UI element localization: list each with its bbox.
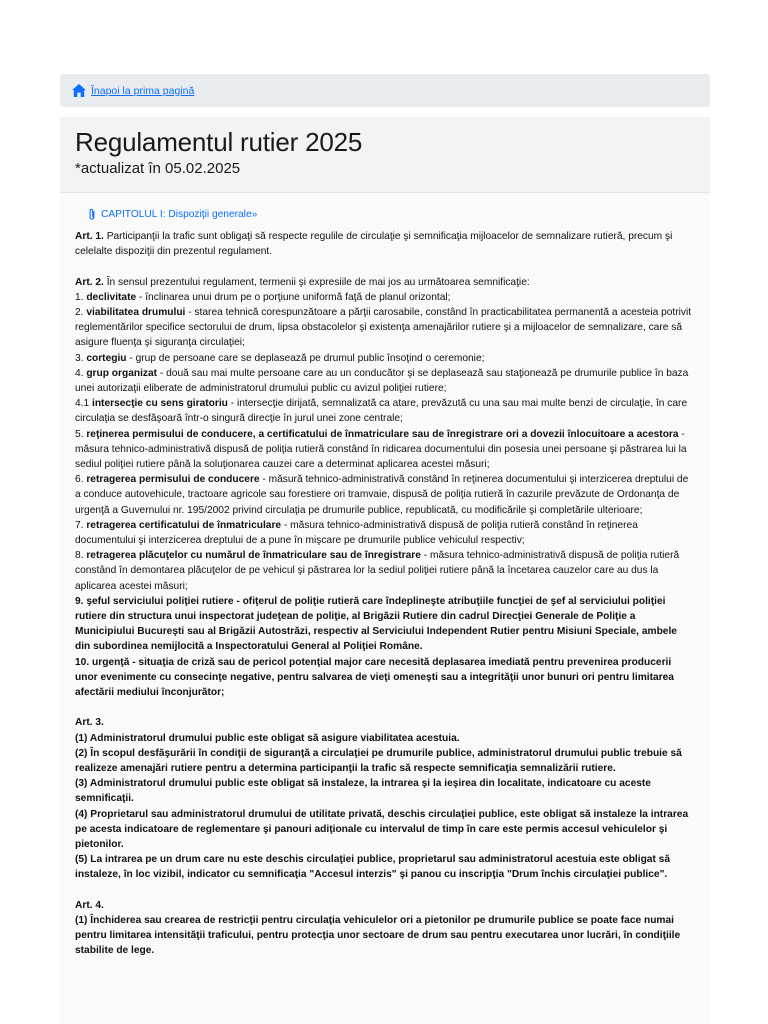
page-title: Regulamentul rutier 2025 <box>75 127 363 157</box>
home-icon[interactable] <box>72 84 86 97</box>
definition-item: 5. reţinerea permisului de conducere, a certificatului de înmatriculare sau de înregistrare ori a dovezii înlocuitoare a acestora - măsura tehnico-administrativă dispusă de poliţia rutieră constând în ridicarea documentului din posesia unei persoane şi păstrarea lui la sediul poliţiei rutiere până la soluţionarea cauzei care a determinat aplicarea acestei măsuri; <box>75 428 687 471</box>
article-3-paragraph: (2) În scopul desfăşurării în condiţii de siguranţă a circulaţiei pe drumurile publice, administratorul drumului public trebuie să realizeze amenajări rutiere pentru a determina participanţii la trafic să respecte semnificaţia semnalizării rutiere. <box>75 747 682 774</box>
article-1-label: Art. 1. <box>75 231 104 243</box>
definition-item: 4.1 intersecţie cu sens giratoriu - intersecţie dirijată, semnalizată ca atare, prevăzută cu una sau mai multe benzi de circulaţie, în care circulaţia se desfăşoară într-o singură direcţie în jurul unei zone centrale; <box>75 398 688 425</box>
page-subtitle: *actualizat în 05.02.2025 <box>75 160 241 177</box>
regulation-content <box>60 193 710 1024</box>
article-1-text: Participanţii la trafic sunt obligaţi să respecte regulile de circulaţie şi semnificaţia mijloacelor de semnalizare rutieră, precum şi celelalte dispoziţii din prezentul regulament. <box>75 231 673 258</box>
definition-item: 7. retragerea certificatului de înmatriculare - măsura tehnico-administrativă dispusă de poliţia rutieră constând în reţinerea documentului şi interzicerea dreptului de a pune în mişcare pe drumurile publice vehiculul respectiv; <box>75 519 638 547</box>
page-header <box>60 117 710 193</box>
article-4-label: Art. 4. <box>75 899 104 911</box>
chapter-link-label[interactable]: CAPITOLUL I: Dispoziţii generale» <box>101 209 258 220</box>
article-3-paragraph: (3) Administratorul drumului public este obligat să instaleze, la intrarea şi la ieşirea din localitate, indicatoare cu aceste semnificaţii. <box>75 778 651 805</box>
article-2 <box>75 275 695 701</box>
back-home-link[interactable]: Înapoi la prima pagină <box>91 84 195 97</box>
article-2-label: Art. 2. <box>75 276 104 288</box>
paperclip-icon <box>87 208 97 221</box>
article-1 <box>75 229 695 259</box>
article-3 <box>75 715 695 882</box>
article-4-paragraph: (1) Închiderea sau crearea de restricţii pentru circulaţia vehiculelor ori a pietonilor pe drumurile publice se poate face numai pentru limitarea intensităţii traficului, pentru protecţia unor sectoare de drum sau pentru executarea unor lucrări, în condiţiile stabilite de lege. <box>75 914 681 957</box>
chapter-link[interactable] <box>87 207 695 222</box>
article-3-paragraph: (1) Administratorul drumului public este obligat să asigure viabilitatea acestuia. <box>75 732 460 744</box>
article-3-paragraph: (5) La intrarea pe un drum care nu este deschis circulaţiei publice, proprietarul sau administratorul acestuia este obligat să instaleze, în loc vizibil, indicator cu semnificaţia "Accesul interzis" şi panou cu inscripţia "Drum închis circulaţiei publice". <box>75 854 671 881</box>
article-3-label: Art. 3. <box>75 717 104 729</box>
definition-item: 4. grup organizat - două sau mai multe persoane care au un conducător şi se deplasează sau staţionează pe drumurile publice în baza unei autorizaţii eliberate de administratorul drumului public cu avizul poliţiei rutiere; <box>75 367 689 395</box>
definition-item: 6. retragerea permisului de conducere - măsură tehnico-administrativă constând în reţinerea documentului şi interzicerea dreptului de a conduce autovehicule, tractoare agricole sau forestiere ori tramvaie, dispusă de poliţia rutieră în cazurile prevăzute de Ordonanţa de urgenţă a Guvernului nr. 195/2002 privind circulaţia pe drumurile publice, republicată, cu modificările şi completările ulterioare; <box>75 474 689 516</box>
article-4 <box>75 898 695 959</box>
definition-item: 1. declivitate - înclinarea unui drum pe o porţiune uniformă faţă de planul orizontal; <box>75 291 451 303</box>
breadcrumb-bar <box>60 74 710 107</box>
article-3-paragraph: (4) Proprietarul sau administratorul drumului de utilitate privată, deschis circulaţiei publice, este obligat să instaleze la intrarea pe acesta indicatoare de reglementare şi panouri adiţionale cu intervalul de timp în care este permis accesul vehiculelor şi pietonilor. <box>75 808 689 850</box>
definition-item: 10. urgenţă - situaţia de criză sau de pericol potenţial major care necesită deplasarea imediată pentru prevenirea producerii unor evenimente cu consecinţe negative, pentru salvarea de vieţi omeneşti sau a integrităţii unor bunuri ori pentru limitarea afectării mediului înconjurător; <box>75 656 674 699</box>
definition-item: 3. cortegiu - grup de persoane care se deplasează pe drumul public însoţind o ceremonie; <box>75 352 485 364</box>
definition-item: 2. viabilitatea drumului - starea tehnică corespunzătoare a părţii carosabile, constând în practicabilitatea permanentă a acesteia potrivit reglementărilor specifice sectorului de drum, lipsa obstacolelor şi existenţa amenajărilor rutiere şi a mijloacelor de semnalizare, care să asigure fluenţa şi siguranţa circulaţiei; <box>75 307 692 349</box>
definition-item: 8. retragerea plăcuţelor cu numărul de înmatriculare sau de înregistrare - măsura tehnico-administrativă dispusă de poliţia rutieră constând în demontarea plăcuţelor de pe vehicul şi păstrarea lor la sediul poliţiei rutiere până la încetarea cauzelor care au dus la aplicarea acestei măsuri; <box>75 550 680 592</box>
article-2-intro: În sensul prezentului regulament, termenii şi expresiile de mai jos au următoarea semnificaţie: <box>103 276 530 288</box>
definition-item: 9. şeful serviciului poliţiei rutiere - ofiţerul de poliţie rutieră care îndeplineşte atribuţiile funcţiei de şef al serviciului poliţiei rutiere din structura unui inspectorat judeţean de poliţie, al Brigăzii Rutiere din cadrul Direcţiei Generale de Poliţie a Municipiului Bucureşti sau al Brigăzii Autostrăzi, respectiv al Serviciului Independent Rutier pentru Misiuni Speciale, ambele din subordinea nemijlocită a Inspectoratului General al Poliţiei Române. <box>75 595 677 653</box>
